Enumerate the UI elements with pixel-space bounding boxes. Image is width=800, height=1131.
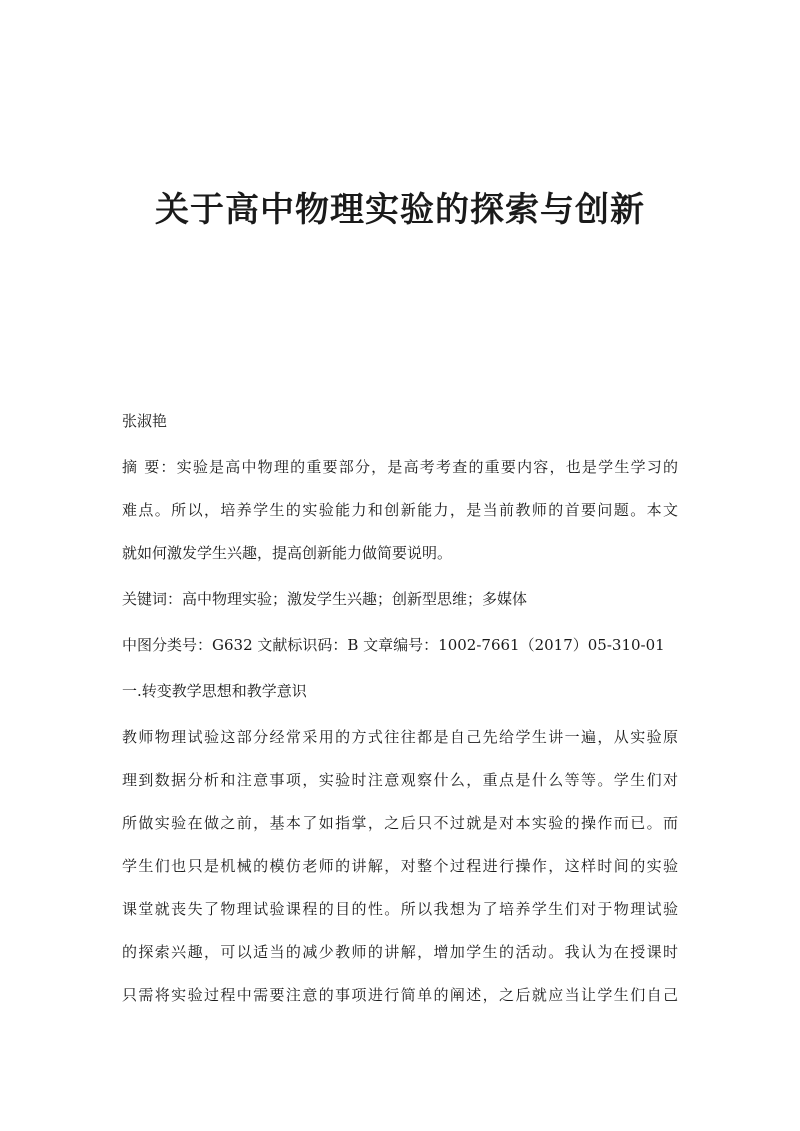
paragraph-line: 教师物理试验这部分经常采用的方式往往都是自己先给学生讲一遍，从实验原 [122, 728, 678, 746]
abstract-line: 难点。所以，培养学生的实验能力和创新能力，是当前教师的首要问题。本文 [122, 501, 678, 519]
paragraph-line: 学生们也只是机械的模仿老师的讲解，对整个过程进行操作，这样时间的实验 [122, 857, 678, 875]
paragraph-line: 课堂就丧失了物理试验课程的目的性。所以我想为了培养学生们对于物理试验 [122, 900, 678, 918]
section-heading: 一.转变教学思想和教学意识 [122, 682, 307, 700]
paragraph-line: 理到数据分析和注意事项，实验时注意观察什么，重点是什么等等。学生们对 [122, 771, 678, 789]
keywords-line: 关键词：高中物理实验；激发学生兴趣；创新型思维；多媒体 [122, 590, 528, 608]
abstract-line: 摘 要：实验是高中物理的重要部分，是高考考查的重要内容，也是学生学习的 [122, 458, 678, 476]
paragraph-line: 的探索兴趣，可以适当的减少教师的讲解，增加学生的活动。我认为在授课时 [122, 943, 678, 961]
section-paragraph [122, 726, 678, 1007]
abstract-paragraph [122, 456, 678, 565]
paper-body [122, 410, 678, 1030]
paragraph-line: 只需将实验过程中需要注意的事项进行简单的阐述，之后就应当让学生们自己 [122, 986, 678, 1004]
classification-line: 中图分类号：G632 文献标识码：B 文章编号：1002-7661（2017）05-310-01 [122, 636, 665, 654]
paragraph-line: 所做实验在做之前，基本了如指掌，之后只不过就是对本实验的操作而已。而 [122, 814, 678, 832]
paper-title: 关于高中物理实验的探索与创新 [155, 190, 645, 230]
abstract-line: 就如何激发学生兴趣，提高创新能力做简要说明。 [122, 544, 453, 562]
author-name: 张淑艳 [122, 412, 168, 430]
